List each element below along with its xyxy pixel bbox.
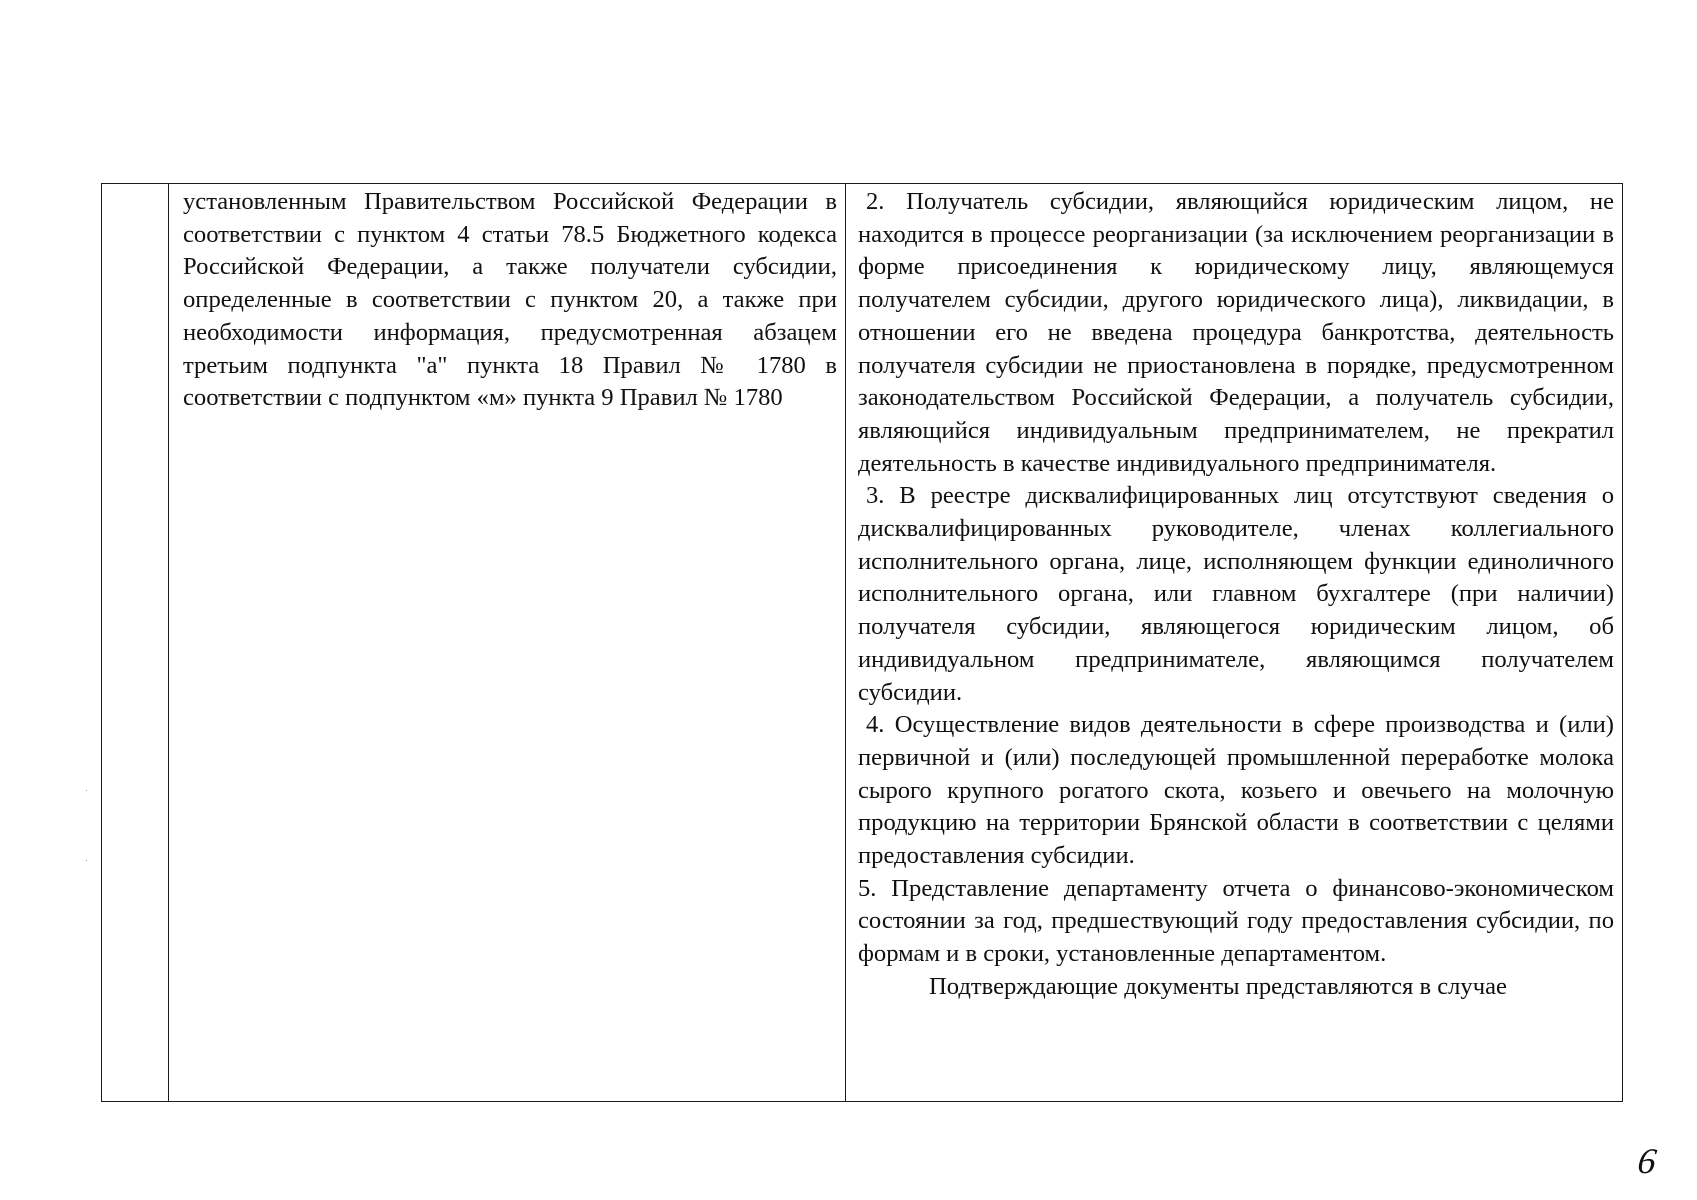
scan-mark: [86, 860, 87, 861]
row-number-cell: [102, 184, 169, 1101]
document-table: [101, 183, 1623, 1102]
condition-item-2: 2. Получатель субсидии, являющийся юридическим лицом, не находится в процессе реорганизации (за исключением реорганизации в форме присоединения к юридическому лицу, являющемуся получателем субсидии, другого юридического лица), ликвидации, в отношении его не введена процедура банкротства, деятельность получателя субсидии не приостановлена в порядке, предусмотренном законодательством Российской Федерации, а получатель субсидии, являющийся индивидуальным предпринимателем, не прекратил деятельность в качестве индивидуального предпринимателя.: [858, 188, 1614, 477]
supporting-documents-text: Подтверждающие документы представляются в случае: [929, 972, 1507, 1000]
requirements-cell: [169, 184, 846, 1101]
conditions-cell: [846, 184, 1622, 1101]
page-number: 6: [1635, 1141, 1659, 1181]
condition-item-3: 3. В реестре дисквалифицированных лиц отсутствуют сведения о дисквалифицированных руководителе, членах коллегиального исполнительного органа, лице, исполняющем функции единоличного исполнительного органа, или главном бухгалтере (при наличии) получателя субсидии, являющегося юридическим лицом, об индивидуальном предпринимателе, являющимся получателем субсидии.: [858, 482, 1614, 706]
scan-mark: [86, 790, 87, 791]
requirements-text: установленным Правительством Российской Федерации в соответствии с пунктом 4 статьи 78.5 Бюджетного кодекса Российской Федерации, а также получатели субсидии, определенные в соответствии с пунктом 20, а также при необходимости информация, предусмотренная абзацем третьим подпункта "а" пункта 18 Правил № 1780 в соответствии с подпунктом «м» пункта 9 Правил № 1780: [183, 188, 837, 412]
condition-item-4: 4. Осуществление видов деятельности в сфере производства и (или) первичной и (или) последующей промышленной переработке молока сырого крупного рогатого скота, козьего и овечьего на молочную продукцию на территории Брянской области в соответствии с целями предоставления субсидии.: [858, 711, 1614, 870]
condition-item-5: 5. Представление департаменту отчета о финансово-экономическом состоянии за год, предшествующий году предоставления субсидии, по формам и в сроки, установленные департаментом.: [858, 874, 1614, 968]
